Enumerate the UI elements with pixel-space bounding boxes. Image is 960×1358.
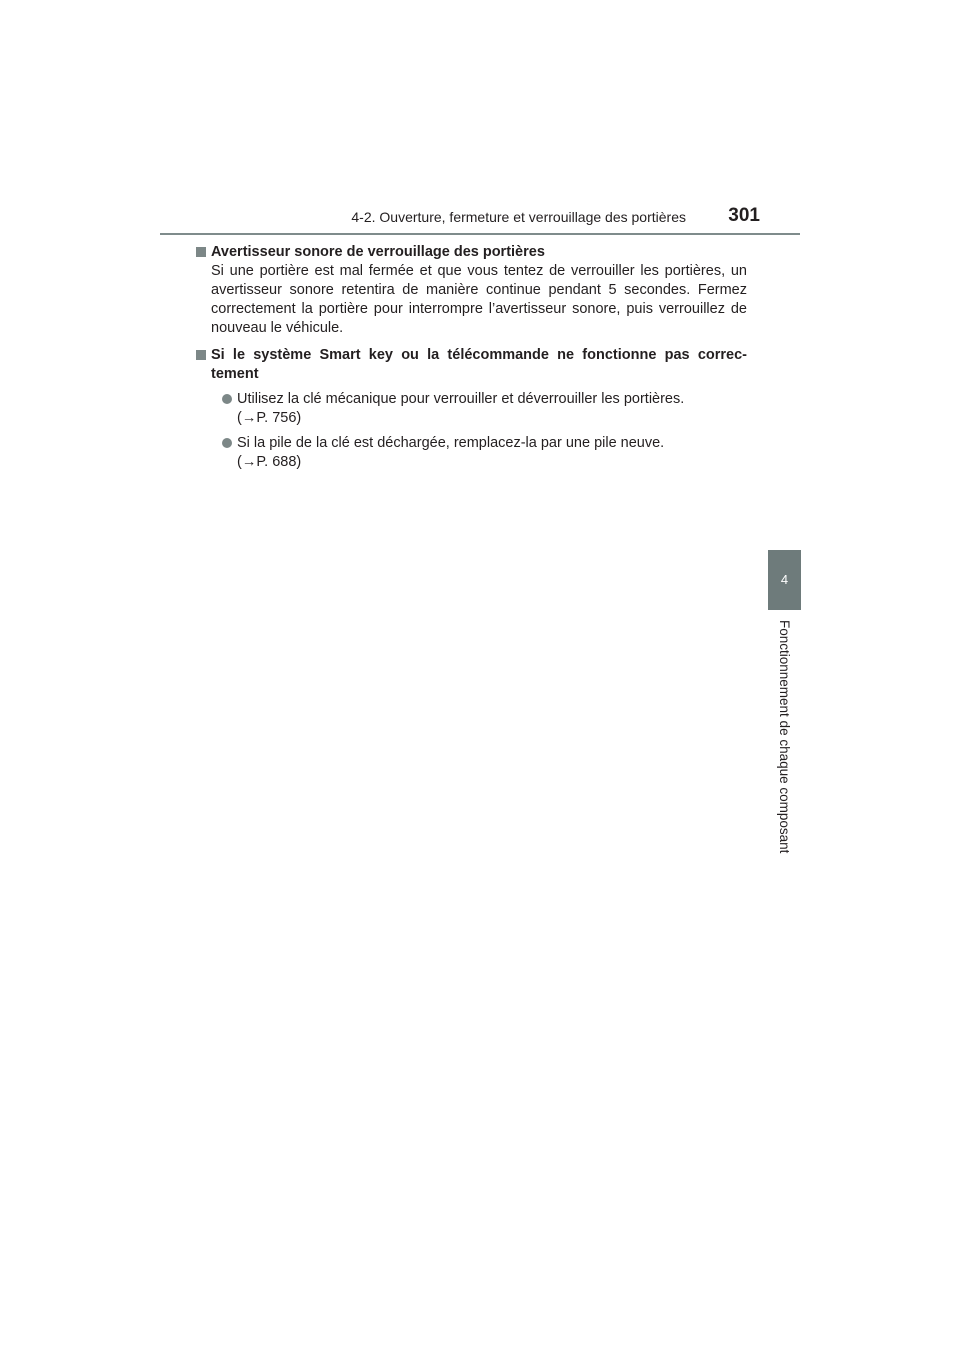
page-reference[interactable]: (→P. 756) — [237, 410, 302, 426]
page-number: 301 — [728, 205, 760, 226]
section-title-line-1: Si le système Smart key ou la télécommande ne fonctionne pas correc- — [211, 347, 747, 363]
section-door-lock-buzzer — [211, 243, 747, 338]
square-bullet-icon — [196, 247, 206, 257]
chapter-number: 4 — [780, 572, 789, 587]
chapter-tab — [768, 550, 801, 610]
page-content — [211, 243, 747, 480]
section-title: Avertisseur sonore de verrouillage des portières — [211, 244, 545, 260]
section-smart-key-malfunction — [211, 346, 747, 472]
section-title — [211, 346, 747, 384]
header-rule — [160, 233, 800, 235]
square-bullet-icon — [196, 350, 206, 360]
header-section-title: 4-2. Ouverture, fermeture et verrouillage des portières — [351, 209, 686, 225]
list-item-text: Si la pile de la clé est déchargée, remplacez-la par une pile neuve. — [237, 435, 665, 451]
list-item-text: Utilisez la clé mécanique pour verrouiller et déverrouiller les portières. — [237, 391, 685, 407]
page-header — [160, 205, 800, 235]
page-reference[interactable]: (→P. 688) — [237, 454, 302, 470]
list-item — [237, 434, 747, 472]
section-body: Si une portière est mal fermée et que vous tentez de verrouiller les portières, un avertisseur sonore retentira de manière continue pendant 5 secondes. Fermez correctement la portière pour interrompre l’avertisseur sonore, puis verrouillez de nouveau le véhicule. — [211, 263, 747, 336]
round-bullet-icon — [222, 438, 232, 448]
chapter-title: Fonctionnement de chaque composant — [777, 620, 792, 854]
list-item — [237, 390, 747, 428]
section-title-line-2: tement — [211, 366, 259, 382]
round-bullet-icon — [222, 394, 232, 404]
